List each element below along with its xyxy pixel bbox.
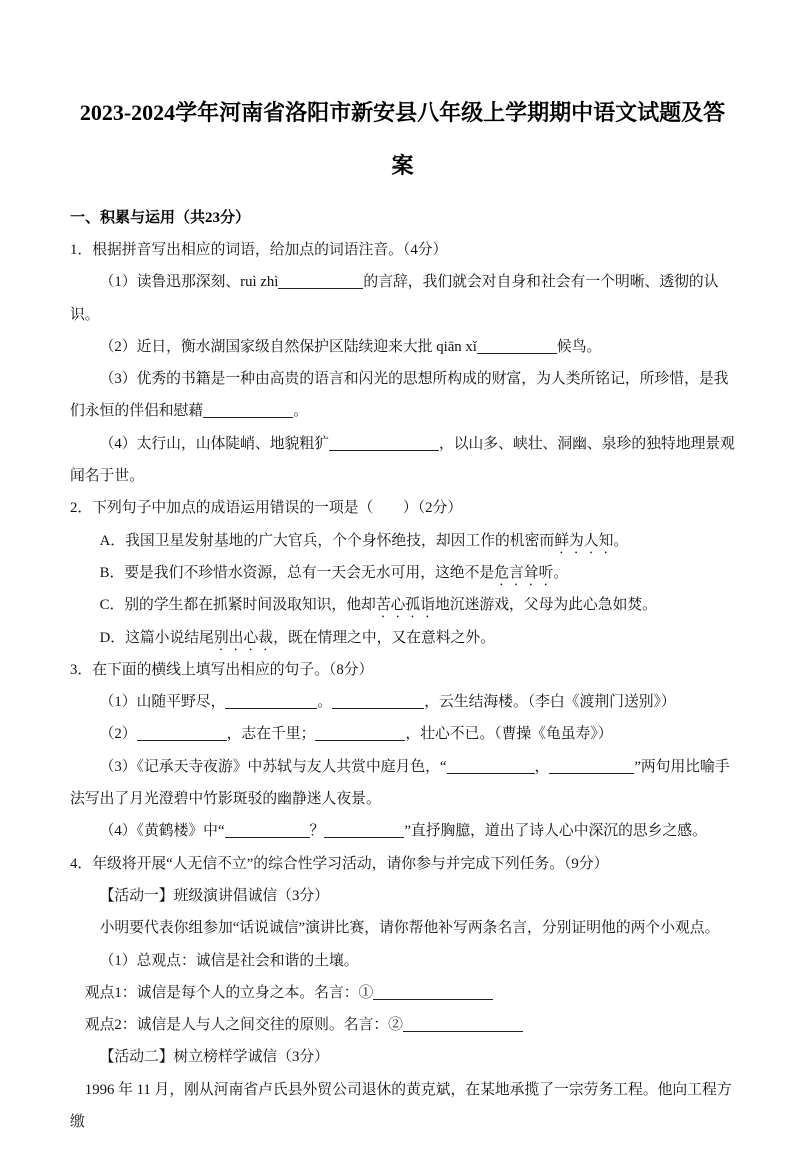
answer-blank <box>137 727 227 742</box>
text-run: ，既在情理之中，又在意料之外。 <box>273 629 496 646</box>
text-run: B．要是我们不珍惜水资源，总有一天会无水可用，这绝不是 <box>99 564 495 581</box>
text-run: ，壮心不已。（曹操《龟虽寿》） <box>405 726 613 743</box>
q4-activity-1-main-view <box>70 945 735 977</box>
text-run: （1）读鲁迅那深刻、ruì zhì <box>99 274 279 291</box>
emphasized-text-run: 鲜为人知 <box>554 532 614 549</box>
answer-blank <box>332 694 424 709</box>
text-run: ， <box>534 758 550 775</box>
answer-blank <box>203 404 293 419</box>
emphasized-text-run: 危言耸听 <box>494 564 554 581</box>
q3-item-2 <box>70 718 735 750</box>
q1-item-1 <box>70 266 735 331</box>
text-run: （2） <box>99 726 137 743</box>
text-run: 2．下列句子中加点的成语运用错误的一项是（ ）（2分） <box>70 500 463 517</box>
text-run: C．别的学生都在抓紧时间汲取知识，他却 <box>99 597 376 614</box>
text-run: 【活动一】班级演讲倡诚信（3分） <box>99 887 329 904</box>
text-run: A．我国卫星发射基地的广大官兵，个个身怀绝技，却因工作的机密而 <box>99 532 555 549</box>
answer-blank <box>225 694 317 709</box>
answer-blank <box>225 824 310 839</box>
q1-item-4 <box>70 428 735 493</box>
text-run: 地沉迷游戏，父母为此心急如焚。 <box>435 597 657 614</box>
text-run: ？ <box>309 823 325 840</box>
text-run: ，云生结海楼。（李白《渡荆门送别》） <box>424 694 676 711</box>
q3-stem <box>70 654 735 686</box>
document-body <box>70 234 735 1138</box>
q4-activity-2-story <box>70 1074 735 1139</box>
text-run: （3）优秀的书籍是一种由高贵的语言和闪光的思想所构成的财富，为人类所铭记，所珍惜，是我们永恒的伴侣和慰藉 <box>70 371 729 420</box>
answer-blank <box>329 436 439 451</box>
answer-blank <box>549 759 634 774</box>
answer-blank <box>278 275 363 290</box>
q3-item-1 <box>70 686 735 718</box>
text-run: 1996 年 11 月，刚从河南省卢氏县外贸公司退休的黄克斌，在某地承揽了一宗劳务工程。他向工程方缴 <box>70 1081 732 1131</box>
text-run: 观点1：诚信是每个人的立身之本。名言：① <box>84 984 374 1001</box>
q2-option-a <box>70 525 735 557</box>
text-run: 。 <box>553 564 569 581</box>
text-run: （3）《记承天寺夜游》中苏轼与友人共赏中庭月色，“ <box>99 758 447 775</box>
text-run: 观点2：诚信是人与人之间交往的原则。名言：② <box>84 1017 403 1034</box>
text-run: ”直抒胸臆，道出了诗人心中深沉的思乡之感。 <box>404 823 707 840</box>
text-run: 4．年级将开展“人无信不立”的综合性学习活动，请你参与并完成下列任务。（9分） <box>70 855 609 872</box>
text-run: （1）总观点：诚信是社会和谐的土壤。 <box>99 952 359 969</box>
q2-option-d <box>70 622 735 654</box>
text-run: ，以山多、峡壮、洞幽、泉珍的独特地理景观闻名于世。 <box>70 435 735 485</box>
answer-blank <box>477 339 557 354</box>
text-run: 的言辞，我们就会对自身和社会有一个明晰、透彻的认识。 <box>70 274 719 323</box>
q4-activity-1-heading <box>70 880 735 912</box>
q4-viewpoint-2 <box>70 1009 735 1041</box>
text-run: 。 <box>293 403 308 420</box>
q2-option-b <box>70 557 735 589</box>
section-heading: 一、积累与运用（共23分） <box>70 210 251 226</box>
answer-blank <box>324 824 404 839</box>
q2-option-c <box>70 589 735 621</box>
text-run: ”两句用比喻手法写出了月光澄碧中竹影斑驳的幽静迷人夜景。 <box>70 758 730 808</box>
text-run: （4）太行山，山体陡峭、地貌粗犷 <box>99 435 329 452</box>
text-run: 1．根据拼音写出相应的词语，给加点的词语注音。（4分） <box>70 242 448 258</box>
text-run: ，志在千里； <box>226 726 316 743</box>
text-run: 小明要代表你组参加“话说诚信”演讲比赛，请你帮他补写两条名言，分别证明他的两个小观点。 <box>99 920 720 937</box>
q1-item-2 <box>70 331 735 363</box>
q4-viewpoint-1 <box>70 977 735 1009</box>
text-run: 【活动二】树立榜样学诚信（3分） <box>99 1049 329 1066</box>
text-run: D．这篇小说结尾 <box>99 629 214 646</box>
document-title: 2023-2024学年河南省洛阳市新安县八年级上学期期中语文试题及答案 <box>79 100 726 178</box>
answer-blank <box>403 1017 523 1032</box>
q3-item-4 <box>70 815 735 847</box>
text-run: （4）《黄鹤楼》中“ <box>99 823 225 840</box>
text-run: 。 <box>317 694 333 711</box>
text-run: 3．在下面的横线上填写出相应的句子。（8分） <box>70 661 374 678</box>
text-run: （1）山随平野尽， <box>99 694 226 711</box>
text-run: 。 <box>613 532 629 549</box>
answer-blank <box>373 985 493 1000</box>
q1-stem <box>70 234 735 266</box>
text-run: （2）近日，衡水湖国家级自然保护区陆续迎来大批 qiān xǐ <box>99 338 477 355</box>
text-run: 候鸟。 <box>556 338 602 355</box>
answer-blank <box>447 759 535 774</box>
q4-activity-2-heading <box>70 1041 735 1073</box>
emphasized-text-run: 苦心孤诣 <box>375 597 436 614</box>
emphasized-text-run: 别出心裁 <box>213 629 274 646</box>
q4-activity-1-intro <box>70 912 735 944</box>
q1-item-3 <box>70 363 735 428</box>
q3-item-3 <box>70 751 735 816</box>
q2-stem <box>70 492 735 524</box>
q4-stem <box>70 848 735 880</box>
answer-blank <box>315 727 405 742</box>
